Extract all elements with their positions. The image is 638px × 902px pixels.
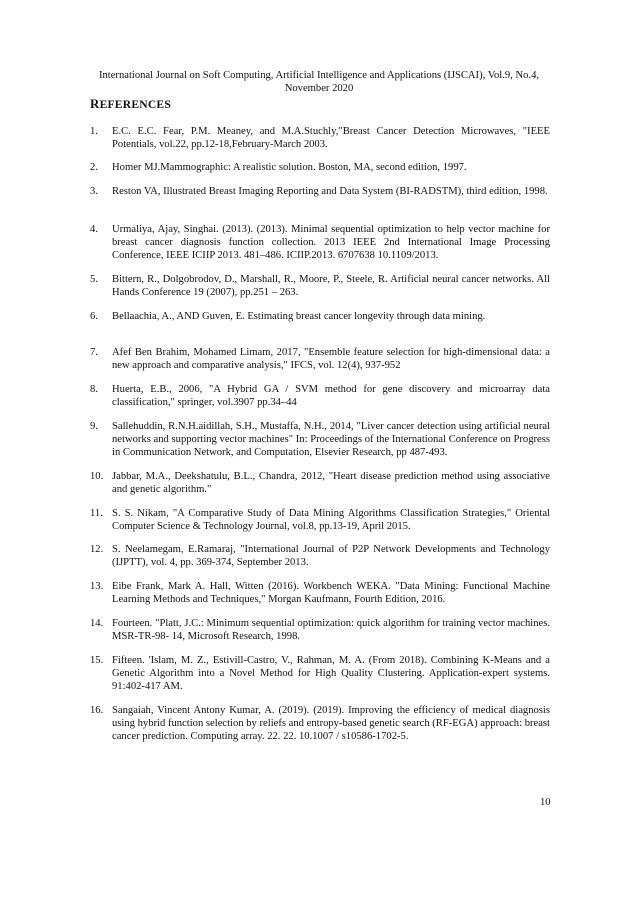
reference-number: 5. (90, 274, 98, 285)
reference-text: Sangaiah, Vincent Antony Kumar, A. (2019). (2019). Improving the efficiency of medical diagnosis using hybrid function selection by reliefs and entropy-based genetic search (RF-EGA) approach: breast cancer prediction. Computing array. 22. 22. 10.1007 / s10586-1702-5. (112, 705, 550, 743)
section-title-rest: EFERENCES (99, 98, 171, 111)
reference-number: 14. (90, 618, 104, 629)
reference-item (90, 507, 550, 533)
reference-number: 8. (90, 384, 98, 395)
reference-text: Urmaliya, Ajay, Singhai. (2013). (2013). Minimal sequential optimization to help vector machine for breast cancer diagnosis function collection. 2013 IEEE 2nd International Image Processing Conference, IEEE ICIIP 2013. 481–486. ICIIP.2013. 6707638 10.1109/2013. (112, 224, 550, 262)
reference-text: E.C. E.C. Fear, P.M. Meaney, and M.A.Stuchly,"Breast Cancer Detection Microwaves, "IEEE Potentials, vol.22, pp.12-18,February-March 2003. (112, 126, 550, 151)
reference-text: Homer MJ.Mammographic: A realistic solution. Boston, MA, second edition, 1997. (112, 162, 467, 173)
reference-item (90, 543, 550, 569)
reference-number: 16. (90, 705, 104, 716)
reference-text: Fifteen. 'Islam, M. Z., Estivill-Castro, V., Rahman, M. A. (From 2018). Combining K-Means and a Genetic Algorithm into a Novel Method for High Quality Clustering. Application-expert systems. 91:402-417 AM. (112, 655, 550, 693)
reference-number: 12. (90, 544, 104, 555)
reference-number: 4. (90, 224, 98, 235)
reference-number: 15. (90, 655, 104, 666)
reference-item (90, 383, 550, 409)
reference-text: Reston VA, Illustrated Breast Imaging Reporting and Data System (BI-RADSTM), third edition, 1998. (112, 186, 548, 197)
reference-number: 10. (90, 471, 104, 482)
reference-item (90, 654, 550, 694)
reference-text: Bittern, R., Dolgobrodov, D., Marshall, R., Moore, P., Steele, R. Artificial neural cancer networks. All Hands Conference 19 (2007), pp.251 – 263. (112, 274, 550, 299)
page-number: 10 (540, 797, 551, 808)
reference-item (90, 185, 550, 198)
reference-text: Fourteen. "Platt, J.C.: Minimum sequential optimization: quick algorithm for training vector machines. MSR-TR-98- 14, Microsoft Research, 1998. (112, 618, 550, 643)
reference-item (90, 617, 550, 643)
journal-header (80, 69, 558, 95)
reference-item (90, 420, 550, 460)
reference-number: 3. (90, 186, 98, 197)
reference-text: Afef Ben Brahim, Mohamed Limam, 2017, "Ensemble feature selection for high-dimensional data: a new approach and comparative analysis," IFCS, vol. 12(4), 937-952 (112, 347, 550, 372)
reference-item (90, 704, 550, 744)
reference-text: Huerta, E.B., 2006, "A Hybrid GA / SVM method for gene discovery and microarray data classification," springer, vol.3907 pp.34–44 (112, 384, 550, 409)
reference-number: 2. (90, 162, 98, 173)
section-title-initial: R (90, 96, 100, 111)
reference-text: Eibe Frank, Mark A. Hall, Witten (2016). Workbench WEKA. "Data Mining: Functional Machine Learning Methods and Techniques," Morgan Kaufmann, Fourth Edition, 2016. (112, 581, 550, 606)
section-title (90, 96, 171, 112)
reference-item (90, 125, 550, 151)
reference-item (90, 223, 550, 263)
journal-header-line2: November 2020 (284, 83, 354, 94)
reference-item (90, 161, 550, 174)
journal-header-line1: International Journal on Soft Computing, Artificial Intelligence and Applications (IJSCAI), Vol.9, No.4, (98, 70, 540, 81)
reference-item (90, 346, 550, 372)
reference-item (90, 273, 550, 299)
reference-number: 6. (90, 311, 98, 322)
reference-text: Bellaachia, A., AND Guven, E. Estimating breast cancer longevity through data mining. (112, 311, 486, 322)
reference-number: 1. (90, 126, 98, 137)
reference-text: S. Neelamegam, E.Ramaraj, "International Journal of P2P Network Developments and Technology (IJPTT), vol. 4, pp. 369-374, September 2013. (112, 544, 550, 569)
reference-text: S. S. Nikam, "A Comparative Study of Data Mining Algorithms Classification Strategies," Oriental Computer Science & Technology Journal, vol.8, pp.13-19, April 2015. (112, 508, 550, 533)
reference-item (90, 580, 550, 606)
reference-number: 9. (90, 421, 98, 432)
reference-number: 7. (90, 347, 98, 358)
reference-item (90, 310, 550, 323)
reference-text: Jabbar, M.A., Deekshatulu, B.L., Chandra, 2012, "Heart disease prediction method using associative and genetic algorithm." (112, 471, 550, 496)
reference-item (90, 470, 550, 496)
reference-text: Sallehuddin, R.N.H.aidillah, S.H., Mustaffa, N.H., 2014, "Liver cancer detection using artificial neural networks and supporting vector machines" In: Proceedings of the International Conference on Progress in Communication Network, and Computation, Elsevier Research, pp 487-493. (112, 421, 550, 459)
reference-number: 11. (90, 508, 103, 519)
reference-number: 13. (90, 581, 104, 592)
